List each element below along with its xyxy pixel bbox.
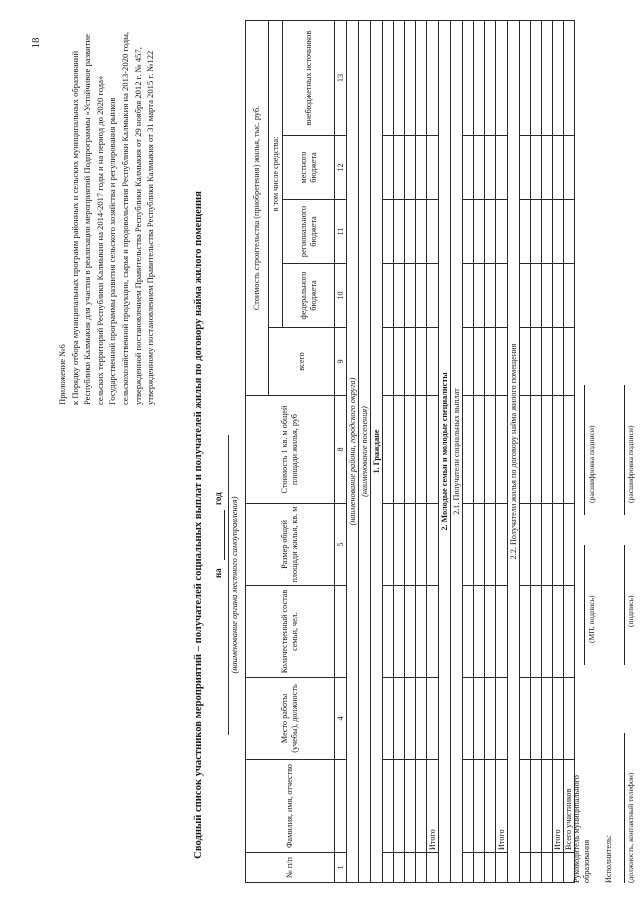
god-label: год (213, 492, 223, 505)
mp-sign-caption: (МП, подпись) (587, 595, 596, 643)
appendix-body: к Порядку отбора муниципальных программ районных и сельских муниципальных образований Республики Калмыкия для участия в реализации мероприятий Подпрограммы «Устойчивое развитие сельских территорий Республики Калмыкия на 2014-2017 годы и на период до 2020 года» Государственной программы развития сельского хозяйства и регулирования рынков сельскохозяйственной продукции, сырья и продовольствия Республики Калмыкия на 2013-2020 годы, утвержденной постановлением Правительства Республики Калмыкия от 29 ноября 2012 г. № 457, утвержденному постановлением Правительства Республики Калмыкия от 31 марта 2015 г. №122 (69, 31, 156, 405)
executor-label: Исполнитель: (604, 834, 613, 883)
header-job: Место работы (учебы), должность (246, 678, 335, 760)
col-number: 4 (335, 678, 347, 760)
year-blank (216, 510, 225, 560)
executor-sign-line (624, 545, 625, 665)
executor-decode-line (624, 385, 625, 515)
header-area: Размер общей площади жилья, кв. м (246, 504, 335, 586)
itogo-label: Итого (553, 760, 564, 853)
col-number (335, 586, 347, 678)
col-number: 5 (335, 504, 347, 586)
table-row (531, 21, 542, 883)
decode-caption-1: (расшифровка подписи) (587, 425, 596, 503)
header-total: всего (269, 328, 335, 396)
head-decode-line (584, 385, 585, 515)
col-number: 8 (335, 396, 347, 504)
col-number: 1 (335, 853, 347, 883)
table-row (463, 21, 474, 883)
table-row (542, 21, 553, 883)
table-row (416, 21, 427, 883)
organ-caption: (наименование органа местного самоуправления) (228, 435, 239, 735)
table-row (383, 21, 394, 883)
table-row (405, 21, 416, 883)
section-2-2-heading: 2.2. Получатели жилья по договору найма жилого помещения (508, 21, 520, 883)
head-label: Руководитель муниципального образования (572, 774, 591, 883)
header-family: Количественный состав семьи, чел. (246, 586, 335, 678)
participants-table (245, 20, 575, 883)
vsego-label: Всего участников (564, 760, 575, 853)
page-number: 18 (30, 37, 42, 49)
section-1-heading: 1. Граждане (371, 21, 383, 883)
table-row (474, 21, 485, 883)
header-federal: федерального бюджета (283, 264, 335, 328)
document-title: Сводный список участников мероприятий – получателей социальных выплат и получателей жилья по договору найма жилого помещения (193, 191, 204, 859)
header-fio: Фамилия, имя, отчество (246, 760, 335, 853)
na-label: на (213, 568, 223, 578)
col-number: 11 (335, 200, 347, 264)
appendix-title: Приложение №6 (57, 344, 67, 405)
col-number: 12 (335, 136, 347, 200)
sign-caption: (подпись) (626, 595, 635, 627)
header-cost-group: Стоимость строительства (приобретения) жилья, тыс. руб. (246, 21, 269, 396)
col-number (335, 760, 347, 853)
col-number: 10 (335, 264, 347, 328)
itogo-label: Итого (427, 760, 439, 853)
settlement-caption: (наименование поселения) (359, 21, 371, 883)
col-number: 13 (335, 21, 347, 136)
total-row (496, 21, 508, 883)
total-row (553, 21, 564, 883)
position-phone-caption: (должность, контактный телефон) (626, 772, 635, 883)
table-row (520, 21, 531, 883)
table-row (485, 21, 496, 883)
header-cost-per-m: Стоимость 1 кв. м общей площади жилья, руб (246, 396, 335, 504)
table-row (394, 21, 405, 883)
header-extrabudget: внебюджетных источников (283, 21, 335, 136)
itogo-label: Итого (496, 760, 508, 853)
column-numbers-row (335, 21, 347, 883)
header-regional: регионального бюджета (283, 200, 335, 264)
header-including: в том числе средства: (269, 21, 283, 328)
section-2-heading: 2. Молодые семьи и молодые специалисты (439, 21, 451, 883)
decode-caption-2: (расшифровка подписи) (626, 425, 635, 503)
section-2-1-heading: 2.1. Получатели социальных выплат (451, 21, 463, 883)
header-local: местного бюджета (283, 136, 335, 200)
total-row (427, 21, 439, 883)
head-signature-line (584, 545, 585, 665)
grand-total-row (564, 21, 575, 883)
col-number: 9 (335, 328, 347, 396)
header-num: № п/п (246, 853, 335, 883)
appendix-block (56, 15, 157, 405)
executor-line (624, 733, 625, 883)
district-caption: (наименование района, городского округа) (347, 21, 359, 883)
